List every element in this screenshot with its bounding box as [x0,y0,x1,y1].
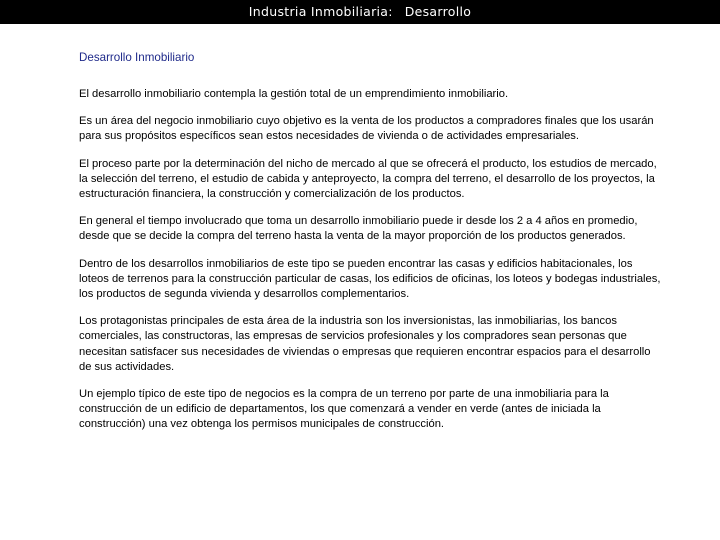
paragraph: El desarrollo inmobiliario contempla la gestión total de un emprendimiento inmobiliario. [79,88,509,100]
paragraph: Es un área del negocio inmobiliario cuyo objetivo es la venta de los productos a compradores finales que los usarán para sus propósitos específicos sean estos necesidades de vivienda o de actividades empresariales. [79,115,654,143]
header-prefix: Industria Inmobiliaria: [248,4,393,19]
header-bar [0,0,720,24]
paragraph: Los protagonistas principales de esta área de la industria son los inversionistas, las inmobiliarias, los bancos comerciales, las constructoras, las empresas de servicios profesionales y los compradores sean personas que necesitan satisfacer sus necesidades de viviendas o empresas que requieren encontrar espacios para el desarrollo de sus actividades. [79,315,651,373]
paragraph: Un ejemplo típico de este tipo de negocios es la compra de un terreno por parte de una inmobiliaria para la construcción de un edificio de departamentos, los que comenzará a vender en verde (antes de iniciada la construcción) una vez obtenga los permisos municipales de construcción. [79,388,609,431]
section-title: Desarrollo Inmobiliario [79,51,195,64]
content-area [79,50,662,445]
header-section: Desarrollo [404,4,472,19]
paragraph: Dentro de los desarrollos inmobiliarios de este tipo se pueden encontrar las casas y edificios habitacionales, los loteos de terrenos para la construcción particular de casas, los edificios de oficinas, los loteos y bodegas industriales, los productos de segunda vivienda y desarrollos complementarios. [79,257,661,301]
paragraph: En general el tiempo involucrado que toma un desarrollo inmobiliario puede ir desde los 2 a 4 años en promedio, desde que se decide la compra del terreno hasta la venta de la mayor proporción de los productos generados. [79,215,638,243]
paragraph: El proceso parte por la determinación del nicho de mercado al que se ofrecerá el producto, los estudios de mercado, la selección del terreno, el estudio de cabida y anteproyecto, la compra del terreno, el desarrollo de los proyectos, la estructuración financiera, la construcción y comercialización de los productos. [79,157,657,201]
